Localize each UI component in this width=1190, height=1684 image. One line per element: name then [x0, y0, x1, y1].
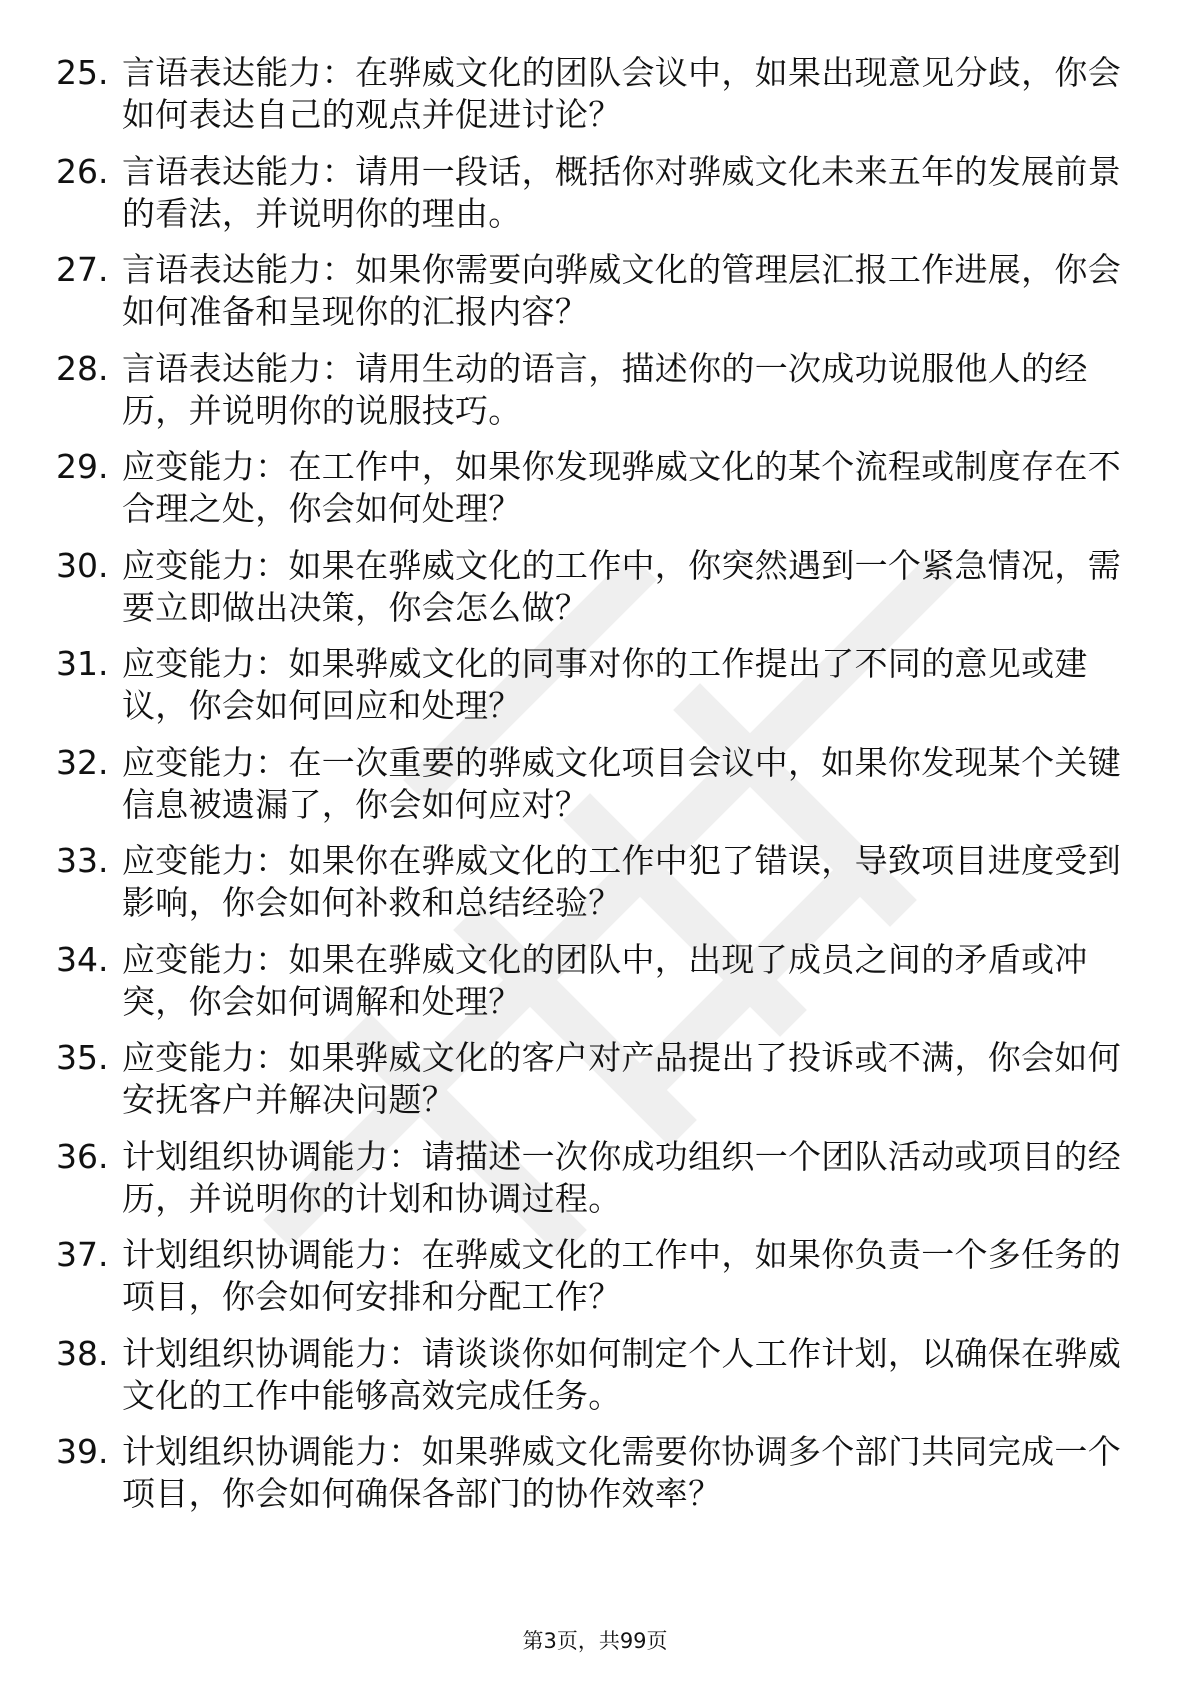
question-text: 应变能力：在一次重要的骅威文化项目会议中，如果你发现某个关键信息被遗漏了，你会如何应对？ [122, 742, 1121, 824]
question-item [56, 742, 1146, 826]
question-text: 应变能力：如果在骅威文化的团队中，出现了成员之间的矛盾或冲突，你会如何调解和处理？ [122, 939, 1088, 1021]
question-number: 29. [56, 447, 109, 486]
question-item [56, 1136, 1146, 1220]
question-number: 31. [56, 644, 109, 683]
question-item [56, 151, 1146, 235]
question-item [56, 643, 1146, 727]
question-text: 应变能力：如果骅威文化的同事对你的工作提出了不同的意见或建议，你会如何回应和处理？ [122, 644, 1088, 725]
question-text: 应变能力：如果在骅威文化的工作中，你突然遇到一个紧急情况，需要立即做出决策，你会怎么做？ [122, 545, 1121, 627]
question-number: 36. [56, 1136, 109, 1176]
page-footer: 第3页，共99页 [522, 1629, 668, 1653]
question-item [56, 840, 1146, 924]
question-number: 33. [56, 841, 109, 880]
question-item [56, 1431, 1146, 1515]
question-number: 35. [56, 1038, 109, 1077]
question-text: 计划组织协调能力：在骅威文化的工作中，如果你负责一个多任务的项目，你会如何安排和分配工作？ [122, 1235, 1121, 1316]
question-list [56, 52, 1146, 1530]
question-item [56, 348, 1146, 432]
question-text: 计划组织协调能力：如果骅威文化需要你协调多个部门共同完成一个项目，你会如何确保各部门的协作效率？ [122, 1432, 1121, 1513]
question-text: 言语表达能力：请用一段话，概括你对骅威文化未来五年的发展前景的看法，并说明你的理由。 [122, 151, 1121, 233]
question-item [56, 545, 1146, 629]
question-number: 26. [56, 151, 109, 191]
question-number: 37. [56, 1235, 109, 1274]
question-text: 应变能力：在工作中，如果你发现骅威文化的某个流程或制度存在不合理之处，你会如何处理？ [122, 447, 1121, 528]
question-item [56, 939, 1146, 1023]
question-text: 计划组织协调能力：请描述一次你成功组织一个团队活动或项目的经历，并说明你的计划和协调过程。 [122, 1136, 1121, 1218]
question-item [56, 1234, 1146, 1318]
question-item [56, 52, 1146, 136]
question-number: 27. [56, 250, 109, 289]
question-item [56, 1037, 1146, 1121]
question-text: 言语表达能力：在骅威文化的团队会议中，如果出现意见分歧，你会如何表达自己的观点并促进讨论？ [122, 53, 1121, 134]
question-text: 应变能力：如果骅威文化的客户对产品提出了投诉或不满，你会如何安抚客户并解决问题？ [122, 1038, 1121, 1119]
question-item [56, 249, 1146, 333]
question-item [56, 1333, 1146, 1417]
question-text: 言语表达能力：请用生动的语言，描述你的一次成功说服他人的经历，并说明你的说服技巧。 [122, 348, 1088, 430]
question-number: 30. [56, 545, 109, 585]
question-number: 25. [56, 53, 109, 92]
question-text: 应变能力：如果你在骅威文化的工作中犯了错误，导致项目进度受到影响，你会如何补救和总结经验？ [122, 841, 1121, 922]
question-number: 39. [56, 1432, 109, 1471]
question-number: 28. [56, 348, 109, 388]
question-text: 计划组织协调能力：请谈谈你如何制定个人工作计划，以确保在骅威文化的工作中能够高效完成任务。 [122, 1333, 1121, 1415]
question-number: 32. [56, 742, 109, 782]
question-text: 言语表达能力：如果你需要向骅威文化的管理层汇报工作进展，你会如何准备和呈现你的汇报内容？ [122, 250, 1121, 331]
question-number: 38. [56, 1333, 109, 1373]
question-number: 34. [56, 939, 109, 979]
question-item [56, 446, 1146, 530]
